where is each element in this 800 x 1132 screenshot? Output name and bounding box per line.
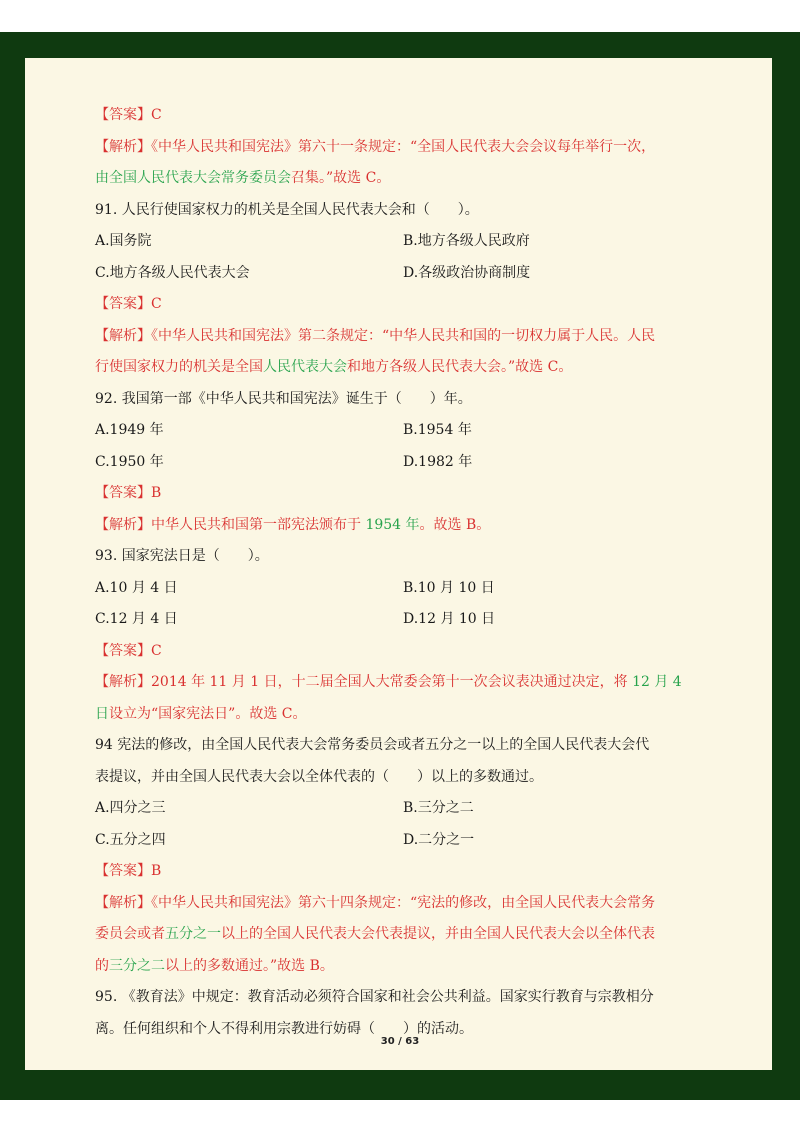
options-row bbox=[95, 604, 690, 636]
analysis-text: 日设立为“国家宪法日”。故选 C。 bbox=[95, 705, 307, 722]
analysis-text: 【解析】《中华人民共和国宪法》第六十一条规定：“全国人民代表大会会议每年举行一次， bbox=[95, 138, 656, 155]
highlight-text: 12 月 4 bbox=[632, 674, 682, 690]
analysis-text: 【解析】中华人民共和国第一部宪法颁布于 1954 年。故选 B。 bbox=[95, 516, 491, 533]
options-row bbox=[95, 415, 690, 447]
highlight-text: 人民代表大会 bbox=[263, 359, 347, 375]
question-text: 离。任何组织和个人不得利用宗教进行妨碍（ ）的活动。 bbox=[95, 1020, 473, 1037]
answer-label: 【答案】B bbox=[95, 863, 162, 879]
option: A.国务院 bbox=[95, 233, 152, 249]
analysis-text: 【解析】《中华人民共和国宪法》第六十四条规定：“宪法的修改，由全国人民代表大会常务 bbox=[95, 894, 656, 911]
option: A.1949 年 bbox=[95, 422, 164, 438]
analysis-text: 行使国家权力的机关是全国人民代表大会和地方各级人民代表大会。”故选 C。 bbox=[95, 359, 573, 375]
options-row bbox=[95, 258, 690, 290]
question-text: 94 宪法的修改，由全国人民代表大会常务委员会或者五分之一以上的全国人民代表大会代 bbox=[95, 737, 650, 753]
page-number: 30 / 63 bbox=[380, 1036, 420, 1047]
option: A.四分之三 bbox=[95, 800, 166, 816]
question-text: 93. 国家宪法日是（ ）。 bbox=[95, 548, 269, 564]
analysis-text: 的三分之二以上的多数通过。”故选 B。 bbox=[95, 957, 334, 974]
question-text: 95. 《教育法》中规定：教育活动必须符合国家和社会公共利益。国家实行教育与宗教相分 bbox=[95, 989, 654, 1005]
question-text: 表提议，并由全国人民代表大会以全体代表的（ ）以上的多数通过。 bbox=[95, 768, 543, 785]
option: B.三分之二 bbox=[403, 800, 474, 816]
option: B.1954 年 bbox=[403, 422, 472, 438]
option: C.12 月 4 日 bbox=[95, 611, 178, 627]
option: D.1982 年 bbox=[403, 453, 473, 470]
option: D.二分之一 bbox=[403, 831, 475, 848]
answer-label: 【答案】B bbox=[95, 485, 162, 501]
option: B.地方各级人民政府 bbox=[403, 233, 530, 249]
analysis-text: 由全国人民代表大会常务委员会召集。”故选 C。 bbox=[95, 170, 391, 186]
highlight-text: 日 bbox=[95, 705, 109, 722]
page-content bbox=[95, 100, 690, 1045]
options-row bbox=[95, 226, 690, 258]
highlight-text: 五分之一 bbox=[165, 926, 221, 942]
highlight-text: 三分之二 bbox=[109, 957, 165, 974]
option: D.12 月 10 日 bbox=[403, 611, 496, 627]
question-text: 92. 我国第一部《中华人民共和国宪法》诞生于（ ）年。 bbox=[95, 390, 472, 407]
option: A.10 月 4 日 bbox=[95, 579, 178, 596]
option: C.地方各级人民代表大会 bbox=[95, 264, 250, 281]
question-text: 91. 人民行使国家权力的机关是全国人民代表大会和（ ）。 bbox=[95, 201, 479, 218]
analysis-text: 【解析】《中华人民共和国宪法》第二条规定：“中华人民共和国的一切权力属于人民。人民 bbox=[95, 327, 656, 344]
options-row bbox=[95, 825, 690, 857]
answer-label: 【答案】C bbox=[95, 107, 162, 123]
option: C.1950 年 bbox=[95, 453, 164, 470]
analysis-text: 委员会或者五分之一以上的全国人民代表大会代表提议，并由全国人民代表大会以全体代表 bbox=[95, 926, 655, 942]
options-row bbox=[95, 573, 690, 605]
analysis-text: 【解析】2014 年 11 月 1 日，十二届全国人大常委会第十一次会议表决通过决定，将 12 月 4 bbox=[95, 674, 682, 690]
options-row bbox=[95, 793, 690, 825]
answer-label: 【答案】C bbox=[95, 296, 162, 312]
answer-label: 【答案】C bbox=[95, 642, 162, 659]
option: C.五分之四 bbox=[95, 831, 166, 848]
highlight-text: 由全国人民代表大会常务委员会 bbox=[95, 170, 291, 186]
highlight-text: 1954 年 bbox=[365, 516, 420, 533]
options-row bbox=[95, 447, 690, 479]
option: B.10 月 10 日 bbox=[403, 579, 495, 596]
option: D.各级政治协商制度 bbox=[403, 264, 531, 281]
